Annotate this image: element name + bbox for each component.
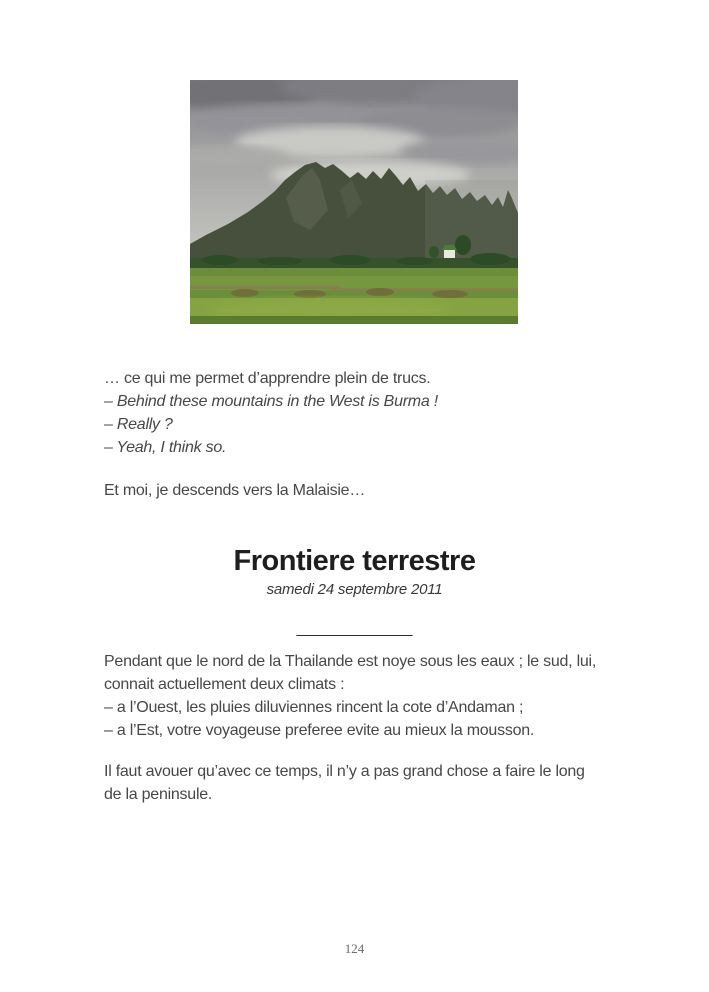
text-line: Et moi, je descends vers la Malaisie…	[104, 482, 366, 499]
dialogue-line-3: – Yeah, I think so.	[104, 439, 227, 456]
photo-fields	[190, 268, 518, 324]
text-line: – a l’Est, votre voyageuse preferee evite au mieux la mousson.	[104, 722, 535, 739]
landscape-photo	[190, 80, 518, 324]
article-header	[104, 544, 605, 600]
text-line: de la peninsule.	[104, 786, 213, 803]
dialogue-line-1: – Behind these mountains in the West is Burma !	[104, 393, 438, 410]
page-number: 124	[344, 941, 365, 956]
text-line: Pendant que le nord de la Thailande est noye sous les eaux ; le sud, lui,	[104, 653, 597, 670]
body-paragraph-2	[104, 760, 614, 806]
text-line: Il faut avouer qu’avec ce temps, il n’y a pas grand chose a faire le long	[104, 763, 585, 780]
landscape-photo-canvas	[190, 80, 518, 324]
intro-line: … ce qui me permet d’apprendre plein de trucs.	[104, 370, 431, 387]
article-title: Frontiere terrestre	[233, 545, 476, 577]
intro-paragraph	[104, 367, 614, 459]
text-line: connait actuellement deux climats :	[104, 676, 345, 693]
intro-closing-line	[104, 479, 614, 502]
body-paragraph-1	[104, 650, 614, 742]
text-line: – a l’Ouest, les pluies diluviennes rincent la cote d’Andaman ;	[104, 699, 524, 716]
article-date: samedi 24 septembre 2011	[266, 581, 443, 598]
dialogue-line-2: – Really ?	[104, 416, 173, 433]
section-divider: _____________	[296, 620, 413, 637]
